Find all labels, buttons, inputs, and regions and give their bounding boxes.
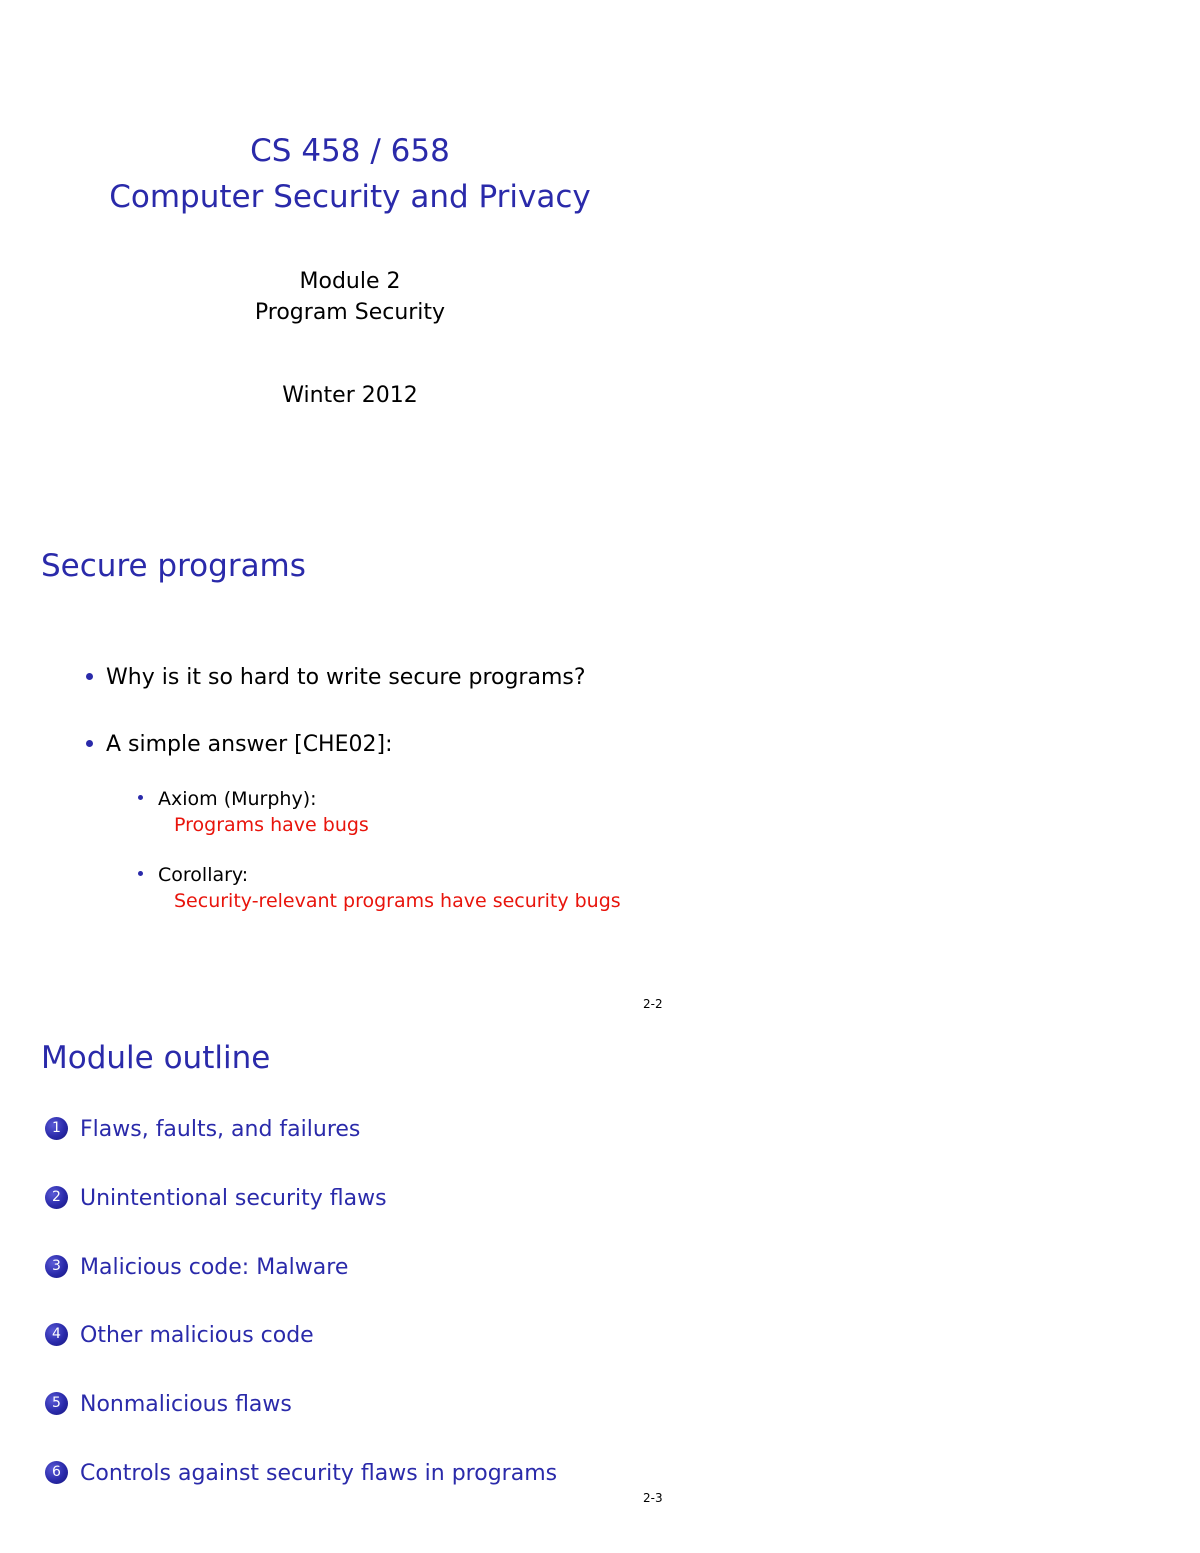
numbered-ball-icon: 5 [45, 1392, 68, 1415]
outline-item-label: Nonmalicious flaws [80, 1392, 292, 1417]
outline-item [45, 1390, 292, 1420]
outline-item-label: Malicious code: Malware [80, 1255, 349, 1280]
outline-item [45, 1115, 360, 1145]
numbered-ball-icon: 2 [45, 1186, 68, 1209]
page-number: 2-2 [643, 997, 663, 1011]
bullet-icon [86, 740, 93, 747]
title-slide-heading [50, 128, 650, 220]
emphasis-text: Security-relevant programs have security bugs [174, 890, 621, 912]
page-number: 2-3 [643, 1491, 663, 1505]
sub-bullet-item [138, 786, 317, 812]
bullet-icon [86, 673, 93, 680]
bullet-item [86, 730, 392, 760]
outline-item-label: Other malicious code [80, 1323, 314, 1348]
sub-bullet-label: Axiom (Murphy): [158, 788, 317, 810]
module-title: Program Security [254, 300, 446, 325]
term: Winter 2012 [282, 383, 418, 408]
outline-item [45, 1184, 387, 1214]
course-code: CS 458 / 658 [250, 133, 450, 169]
bullet-text: A simple answer [CHE02]: [106, 732, 393, 757]
outline-item [45, 1253, 348, 1283]
numbered-ball-icon: 1 [45, 1117, 68, 1140]
bullet-item [86, 663, 586, 693]
numbered-ball-icon: 3 [45, 1255, 68, 1278]
outline-item-label: Flaws, faults, and failures [80, 1117, 361, 1142]
slide-heading-secure-programs: Secure programs [41, 548, 306, 584]
course-title: Computer Security and Privacy [109, 179, 591, 215]
sub-bullet-item [138, 862, 248, 888]
sub-bullet-icon [138, 871, 143, 876]
numbered-ball-icon: 4 [45, 1323, 68, 1346]
outline-item-label: Unintentional security flaws [80, 1186, 387, 1211]
outline-item [45, 1459, 557, 1489]
emphasis-text: Programs have bugs [174, 814, 369, 836]
sub-bullet-label: Corollary: [158, 864, 249, 886]
module-number: Module 2 [299, 269, 401, 294]
sub-bullet-icon [138, 795, 143, 800]
bullet-text: Why is it so hard to write secure programs? [106, 665, 586, 690]
outline-item-label: Controls against security flaws in programs [80, 1461, 558, 1486]
outline-item [45, 1321, 314, 1351]
numbered-ball-icon: 6 [45, 1461, 68, 1484]
slide-heading-module-outline: Module outline [41, 1040, 271, 1076]
module-info [50, 266, 650, 328]
